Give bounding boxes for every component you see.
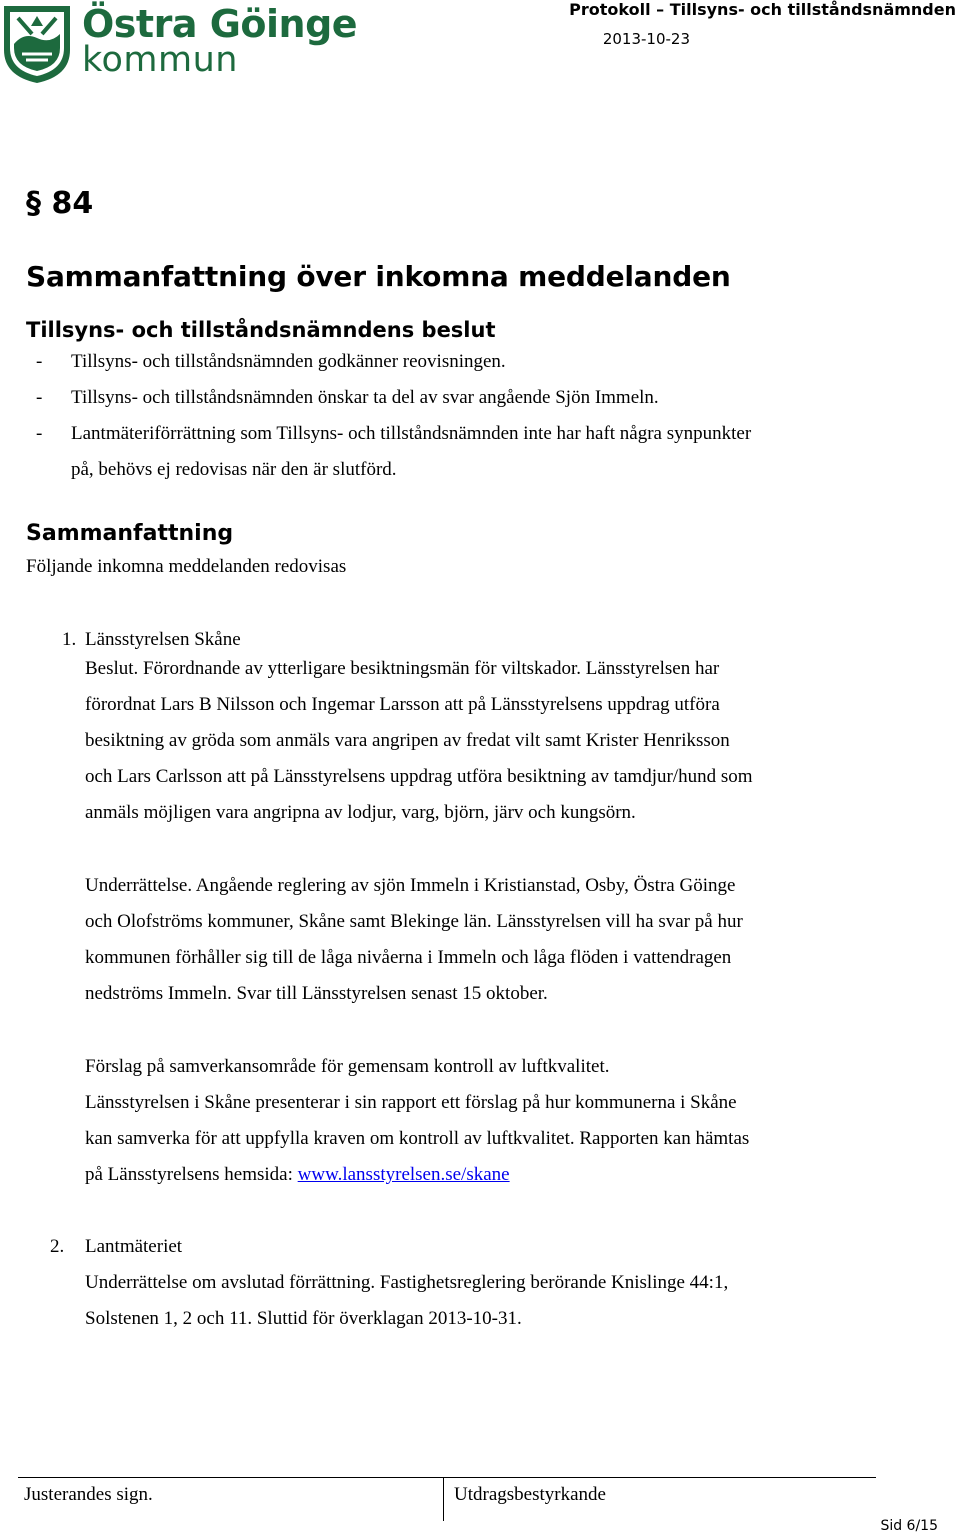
decision-heading: Tillsyns- och tillståndsnämndens beslut [26,318,496,342]
decision-item-text: Tillsyns- och tillståndsnämnden godkänner reovisningen. [71,351,506,372]
lansstyrelsen-link[interactable]: www.lansstyrelsen.se/skane [297,1164,510,1185]
paragraph-line: kommunen förhåller sig till de låga nivåerna i Immeln och låga flöden i vattendragen [85,947,732,968]
paragraph-text: på Länsstyrelsens hemsida: [85,1164,298,1185]
signature-label: Justerandes sign. [24,1484,153,1505]
decision-item-text: Lantmäteriförrättning som Tillsyns- och tillståndsnämnden inte har haft några synpunkter [71,423,752,444]
header-date: 2013-10-23 [602,30,690,48]
paragraph-line: Beslut. Förordnande av ytterligare besiktningsmän för viltskador. Länsstyrelsen har [85,658,720,679]
paragraph-line: och Lars Carlsson att på Länsstyrelsens uppdrag utföra besiktning av tamdjur/hund som [85,766,753,787]
item-number: 1. [62,629,77,650]
item-title: Lantmäteriet [85,1236,183,1257]
brand-subtitle: kommun [82,40,238,80]
paragraph-line: anmäls möjligen vara angripna av lodjur, varg, björn, järv och kungsörn. [85,802,636,823]
paragraph-line: kan samverka för att uppfylla kraven om kontroll av luftkvalitet. Rapporten kan hämtas [85,1128,750,1149]
bullet-dash: - [36,387,43,408]
section-number: § 84 [26,186,94,221]
footer-rule [18,1477,876,1478]
bullet-dash: - [36,351,43,372]
decision-item-text: på, behövs ej redovisas när den är slutförd. [71,459,397,480]
page-number: Sid 6/15 [880,1518,938,1534]
footer-divider [443,1477,444,1521]
paragraph-line: och Olofströms kommuner, Skåne samt Blekinge län. Länsstyrelsen vill ha svar på hur [85,911,743,932]
paragraph-line: besiktning av gröda som anmäls vara angripen av fredat vilt samt Krister Henriksson [85,730,730,751]
paragraph-line: Underrättelse. Angående reglering av sjön Immeln i Kristianstad, Osby, Östra Göinge [85,875,736,896]
header-title: Protokoll – Tillsyns- och tillståndsnämnden [569,0,956,19]
paragraph-line: Underrättelse om avslutad förrättning. Fastighetsreglering berörande Knislinge 44:1, [85,1272,729,1293]
decision-item-text: Tillsyns- och tillståndsnämnden önskar ta del av svar angående Sjön Immeln. [71,387,659,408]
paragraph-line: Solstenen 1, 2 och 11. Sluttid för överklagan 2013-10-31. [85,1308,522,1329]
paragraph-line: nedströms Immeln. Svar till Länsstyrelsen senast 15 oktober. [85,983,548,1004]
summary-heading: Sammanfattning [26,521,234,546]
paragraph-line: Förslag på samverkansområde för gemensam kontroll av luftkvalitet. [85,1056,610,1077]
page-title: Sammanfattning över inkomna meddelanden [26,260,731,293]
item-title: Länsstyrelsen Skåne [85,629,241,650]
extract-label: Utdragsbestyrkande [454,1484,606,1505]
municipality-crest [2,4,72,84]
paragraph-line [85,1157,510,1193]
item-number: 2. [50,1236,65,1257]
paragraph-line: Länsstyrelsen i Skåne presenterar i sin rapport ett förslag på hur kommunerna i Skåne [85,1092,737,1113]
bullet-dash: - [36,423,43,444]
summary-intro: Följande inkomna meddelanden redovisas [26,556,347,577]
paragraph-line: förordnat Lars B Nilsson och Ingemar Larsson att på Länsstyrelsens uppdrag utföra [85,694,720,715]
brand-name: Östra Göinge [82,2,358,46]
